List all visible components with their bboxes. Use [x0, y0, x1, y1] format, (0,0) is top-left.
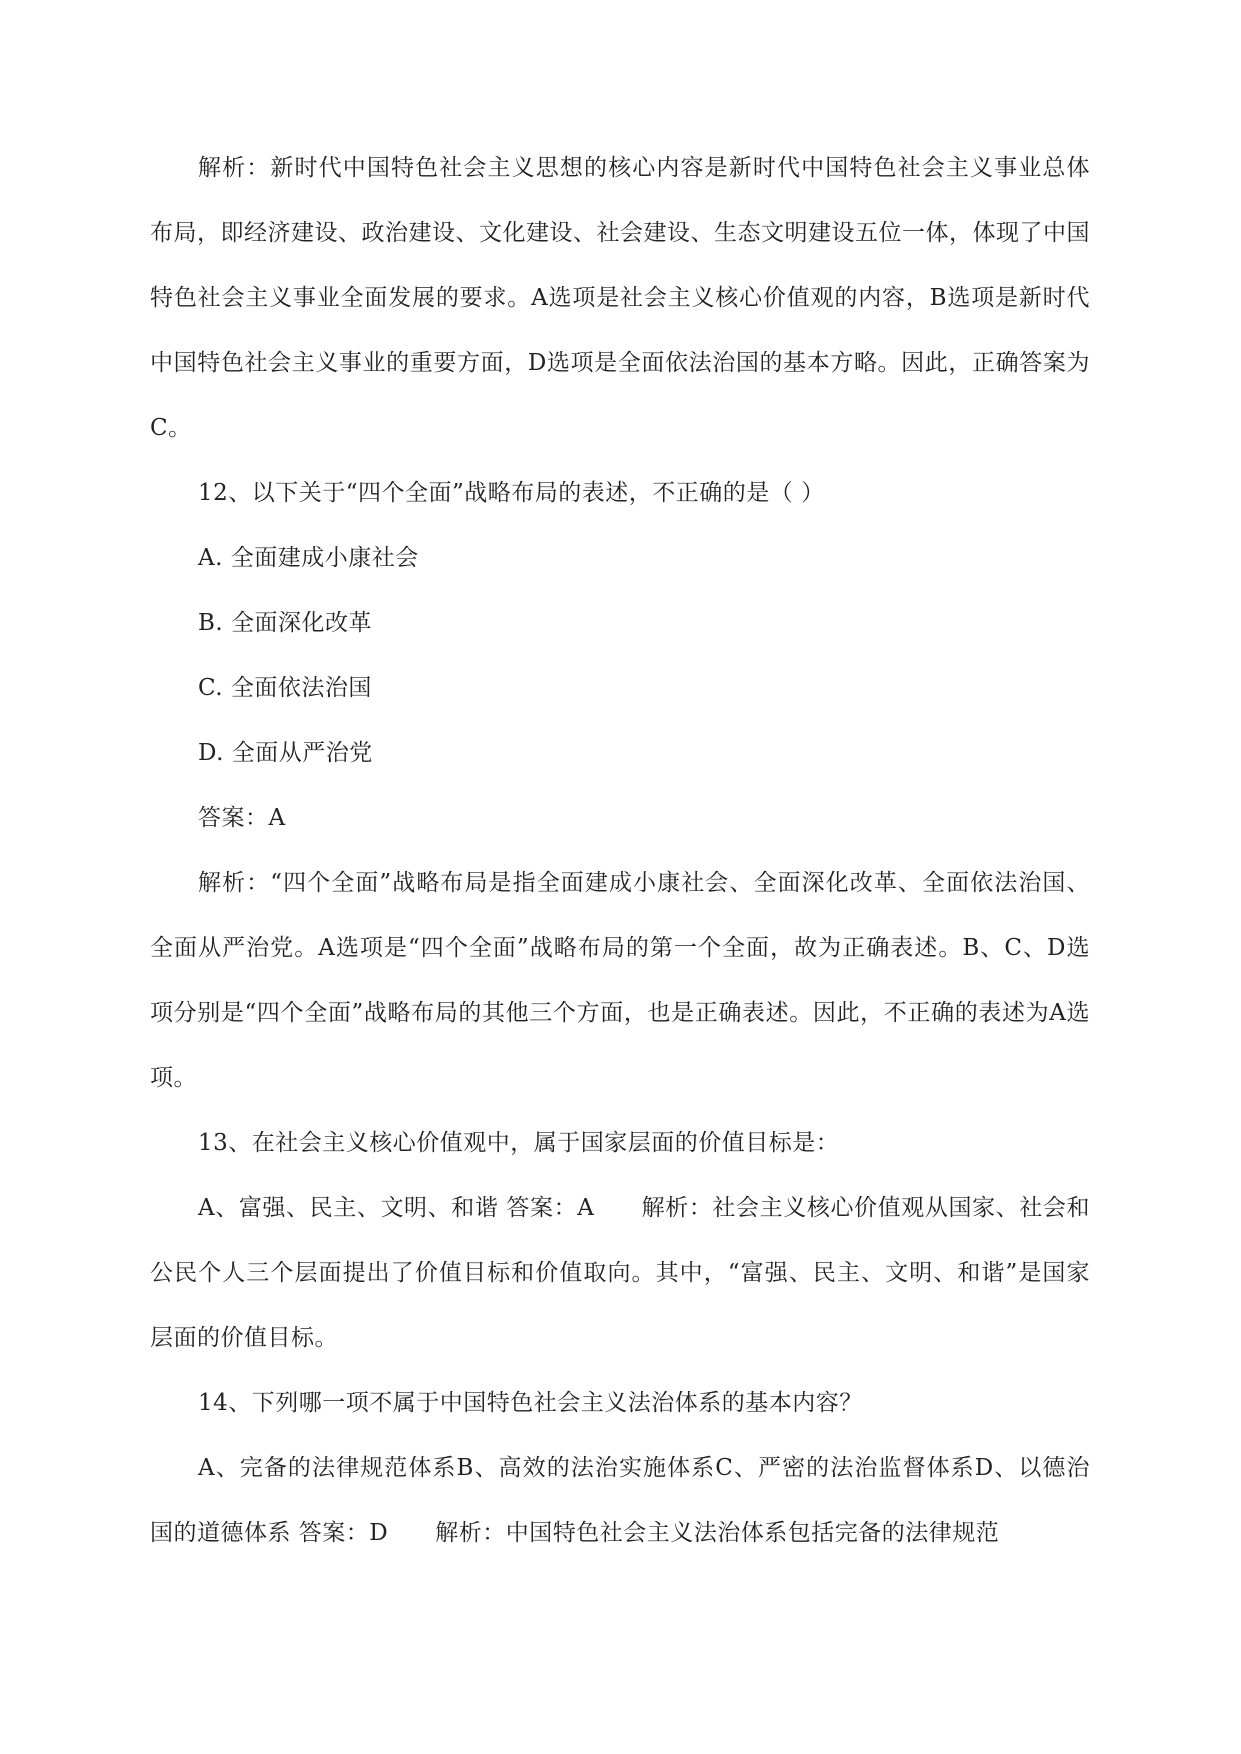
option-12-b: B. 全面深化改革	[198, 610, 373, 636]
option-12-d: D. 全面从严治党	[198, 740, 373, 766]
question-12: 12、以下关于“四个全面”战略布局的表述，不正确的是（ ）	[198, 480, 825, 506]
question-14: 14、下列哪一项不属于中国特色社会主义法治体系的基本内容？	[198, 1390, 863, 1416]
document-content	[150, 136, 1090, 1566]
option-12-c: C. 全面依法治国	[198, 675, 372, 701]
analysis-11: 解析：新时代中国特色社会主义思想的核心内容是新时代中国特色社会主义事业总体布局，即经济建设、政治建设、文化建设、社会建设、生态文明建设五位一体，体现了中国特色社会主义事业全面发展的要求。A选项是社会主义核心价值观的内容，B选项是新时代中国特色社会主义事业的重要方面，D选项是全面依法治国的基本方略。因此，正确答案为C。	[150, 155, 1090, 441]
option-answer-analysis-14: A、完备的法律规范体系B、高效的法治实施体系C、严密的法治监督体系D、以德治国的道德体系 答案：D 解析：中国特色社会主义法治体系包括完备的法律规范	[150, 1455, 1090, 1546]
analysis-12: 解析：“四个全面”战略布局是指全面建成小康社会、全面深化改革、全面依法治国、全面从严治党。A选项是“四个全面”战略布局的第一个全面，故为正确表述。B、C、D选项分别是“四个全面”战略布局的其他三个方面，也是正确表述。因此，不正确的表述为A选项。	[150, 870, 1090, 1091]
option-answer-analysis-13: A、富强、民主、文明、和谐 答案：A 解析：社会主义核心价值观从国家、社会和公民个人三个层面提出了价值目标和价值取向。其中，“富强、民主、文明、和谐”是国家层面的价值目标。	[150, 1195, 1090, 1351]
question-13: 13、在社会主义核心价值观中，属于国家层面的价值目标是：	[198, 1130, 840, 1156]
answer-12: 答案：A	[198, 805, 286, 831]
option-12-a: A. 全面建成小康社会	[198, 545, 419, 571]
